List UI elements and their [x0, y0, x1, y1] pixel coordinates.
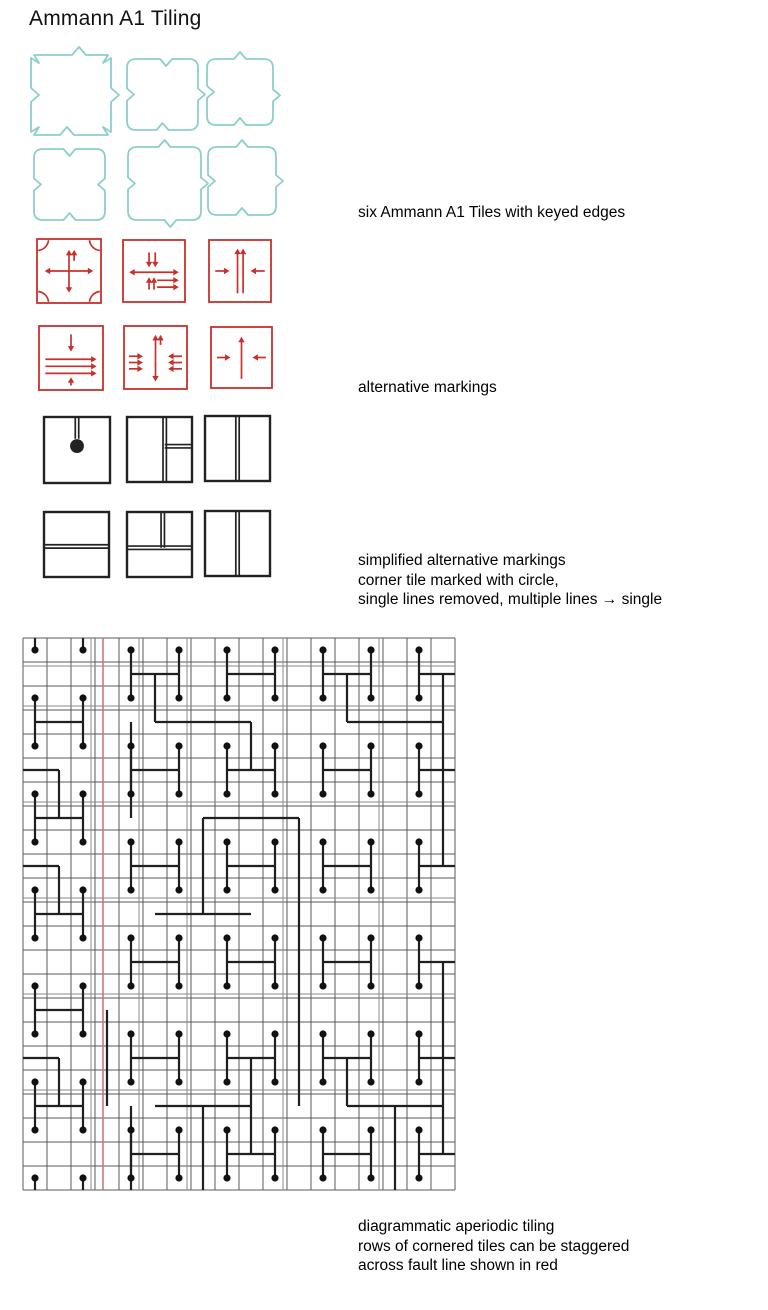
marked-tile-red [37, 239, 101, 303]
caption-simplified-line3: single lines removed, multiple lines → single [358, 591, 663, 608]
marked-tile-black [127, 512, 192, 577]
keyed-tile [31, 47, 119, 135]
caption-tiling-line2: rows of cornered tiles can be staggered [358, 1237, 630, 1255]
caption-simplified-line1: simplified alternative markings [358, 552, 566, 569]
marked-tile-red [209, 240, 271, 302]
caption-keyed-edges: six Ammann A1 Tiles with keyed edges [358, 204, 626, 221]
marked-tile-red [39, 326, 103, 390]
page-title: Ammann A1 Tiling [29, 7, 202, 30]
marked-tile-red [124, 326, 187, 389]
caption-simplified-markings [358, 551, 662, 610]
caption-aperiodic-tiling [358, 1217, 629, 1276]
keyed-tile [127, 59, 205, 130]
marked-tile-black [127, 417, 192, 482]
keyed-tile [34, 149, 105, 220]
keyed-tile [208, 140, 283, 215]
keyed-tile [128, 140, 208, 227]
marked-tile-black [44, 512, 109, 577]
keyed-tile [207, 52, 280, 125]
caption-simplified-line2: corner tile marked with circle, [358, 571, 559, 589]
marked-tile-black [205, 416, 270, 481]
caption-alternative-markings: alternative markings [358, 379, 497, 396]
marked-tile-red [211, 327, 272, 388]
caption-tiling-line3: across fault line shown in red [358, 1257, 558, 1274]
marked-tile-red [123, 240, 185, 302]
caption-tiling-line1: diagrammatic aperiodic tiling [358, 1218, 555, 1235]
marked-tile-black [44, 417, 110, 483]
marked-tile-black [205, 511, 270, 576]
